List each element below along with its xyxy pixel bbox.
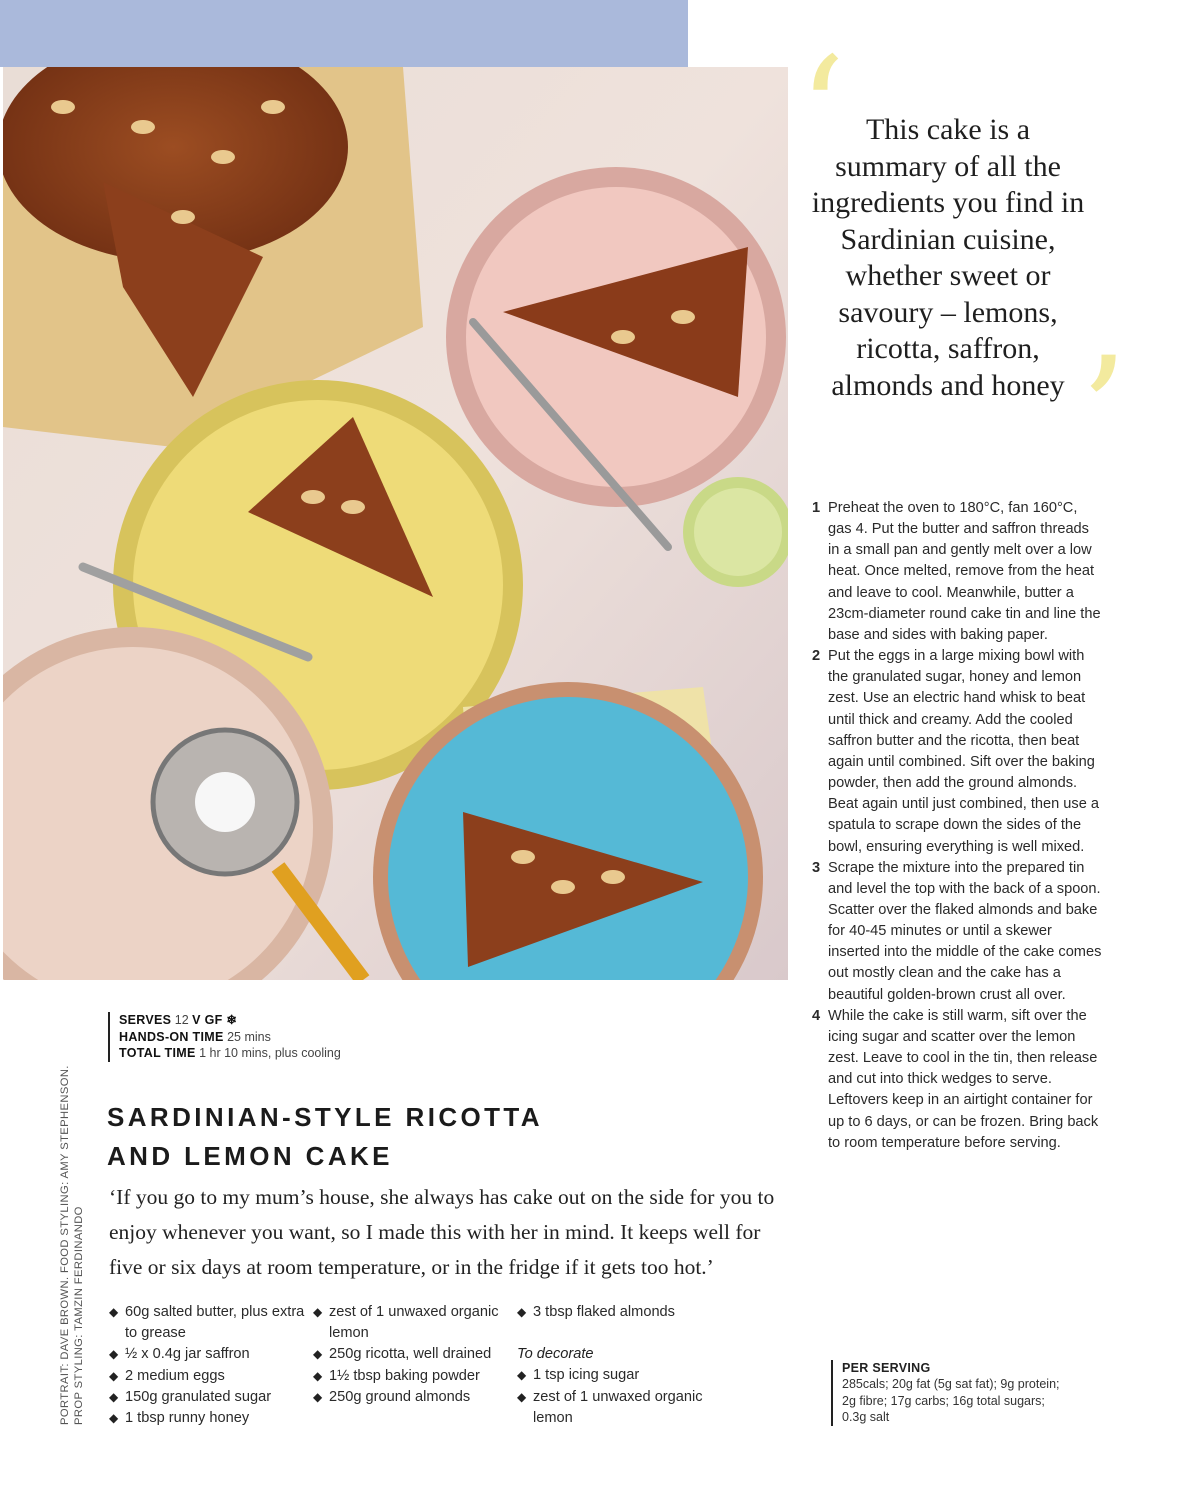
method-steps xyxy=(812,498,1102,1154)
recipe-intro: ‘If you go to my mum’s house, she always has cake out on the side for you to enjoy whenever you want, so I made this with her in mind. It keeps well for five or six days at room temperature, or in the fridge if it gets too hot.’ xyxy=(109,1185,775,1279)
pull-quote-open-mark: ‘ xyxy=(798,26,846,200)
total-time-row xyxy=(119,1045,341,1062)
ingredient-item: ◆ 3 tbsp flaked almonds xyxy=(517,1302,721,1323)
nutrition-title: PER SERVING xyxy=(842,1361,931,1375)
cake-photo xyxy=(3,67,788,980)
ingredient-item: ◆ 250g ricotta, well drained xyxy=(313,1344,517,1365)
ingredient-item: ◆ zest of 1 unwaxed organic lemon xyxy=(313,1302,517,1344)
step-number: 2 xyxy=(812,648,821,665)
ingredient-item: ◆ 1 tbsp runny honey xyxy=(109,1408,313,1429)
ingredient-item: ◆ 60g salted butter, plus extra to grease xyxy=(109,1302,313,1344)
diet-tags: V GF ❄ xyxy=(192,1013,238,1027)
nutrition-text: 285cals; 20g fat (5g sat fat); 9g protein; 2g fibre; 17g carbs; 16g total sugars; 0.3g salt xyxy=(842,1377,1060,1424)
method-step xyxy=(812,1006,1102,1154)
recipe-stats xyxy=(108,1012,341,1062)
decorate-heading: To decorate xyxy=(517,1346,594,1363)
recipe-title xyxy=(107,1098,787,1176)
hands-on-label: HANDS-ON TIME xyxy=(119,1029,224,1044)
step-number: 4 xyxy=(812,1007,821,1024)
method-step xyxy=(812,646,1102,858)
ingredients xyxy=(109,1302,799,1429)
pull-quote-close-mark: ’ xyxy=(1080,326,1128,500)
ingredient-item: ◆ 1 tsp icing sugar xyxy=(517,1365,721,1386)
step-number: 3 xyxy=(812,859,821,876)
step-number: 1 xyxy=(812,500,821,516)
hands-on-value: 25 mins xyxy=(227,1029,271,1044)
photo-credits xyxy=(58,1035,86,1425)
ingredient-item: ◆ 150g granulated sugar xyxy=(109,1387,313,1408)
ingredient-item: ◆ ½ x 0.4g jar saffron xyxy=(109,1344,313,1365)
ingredient-item: ◆ zest of 1 unwaxed organic lemon xyxy=(517,1387,721,1429)
method-step xyxy=(812,498,1102,646)
hands-on-row xyxy=(119,1029,341,1046)
method-step xyxy=(812,858,1102,1006)
ingredient-item: ◆ 2 medium eggs xyxy=(109,1366,313,1387)
ingredients-column-3 xyxy=(517,1302,721,1429)
ingredients-column-2 xyxy=(313,1302,517,1429)
serves-value: 12 xyxy=(174,1013,189,1027)
serves-label: SERVES xyxy=(119,1013,172,1027)
title-line: AND LEMON CAKE xyxy=(107,1141,393,1171)
step-text: Put the eggs in a large mixing bowl with the granulated sugar, honey and lemon zest. Use an electric hand whisk to beat until thick and creamy. Add the cooled saffron butter and the ricotta, then beat again until combined. Sift over the baking powder, then add the ground almonds. Beat again until just combined, then use a spatula to scrape down the sides of the bowl, ensuring everything is well mixed. xyxy=(828,648,1099,855)
total-time-label: TOTAL TIME xyxy=(119,1046,196,1060)
step-text: Scrape the mixture into the prepared tin and level the top with the back of a spoon. Scatter over the flaked almonds and bake for 40-45 minutes or until a skewer inserted into the middle of the cake comes out mostly clean and the cake has a beautiful golden-brown crust all over. xyxy=(828,859,1102,1003)
step-text: While the cake is still warm, sift over the icing sugar and scatter over the lemon zest. Leave to cool in the tin, then release and cut into thick wedges to serve. Leftovers keep in an airtight container for up to 6 days, or can be frozen. Bring back to room temperature before serving. xyxy=(828,1007,1099,1151)
ingredients-column-1 xyxy=(109,1302,313,1429)
total-time-value: 1 hr 10 mins, plus cooling xyxy=(199,1046,341,1060)
header-color-band xyxy=(0,0,688,67)
pull-quote: This cake is a summary of all the ingredients you find in Sardinian cuisine, whether sweet or savoury – lemons, ricotta, saffron, almonds and honey xyxy=(811,113,1085,402)
credit-line: PORTRAIT: DAVE BROWN. FOOD STYLING: AMY STEPHENSON. xyxy=(59,1065,71,1425)
title-line: SARDINIAN-STYLE RICOTTA xyxy=(107,1102,543,1132)
ingredient-item: ◆ 250g ground almonds xyxy=(313,1387,517,1408)
nutrition-box xyxy=(831,1360,1061,1426)
credit-line: PROP STYLING: TAMZIN FERDINANDO xyxy=(73,1206,85,1425)
serves-row xyxy=(119,1012,341,1029)
step-text: Preheat the oven to 180°C, fan 160°C, gas 4. Put the butter and saffron threads in a small pan and gently melt over a low heat. Once melted, remove from the heat and leave to cool. Meanwhile, butter a 23cm-diameter round cake tin and line the base and sides with baking paper. xyxy=(828,500,1101,643)
cake-photo-illustration xyxy=(3,67,788,980)
ingredient-item: ◆ 1½ tbsp baking powder xyxy=(313,1366,517,1387)
